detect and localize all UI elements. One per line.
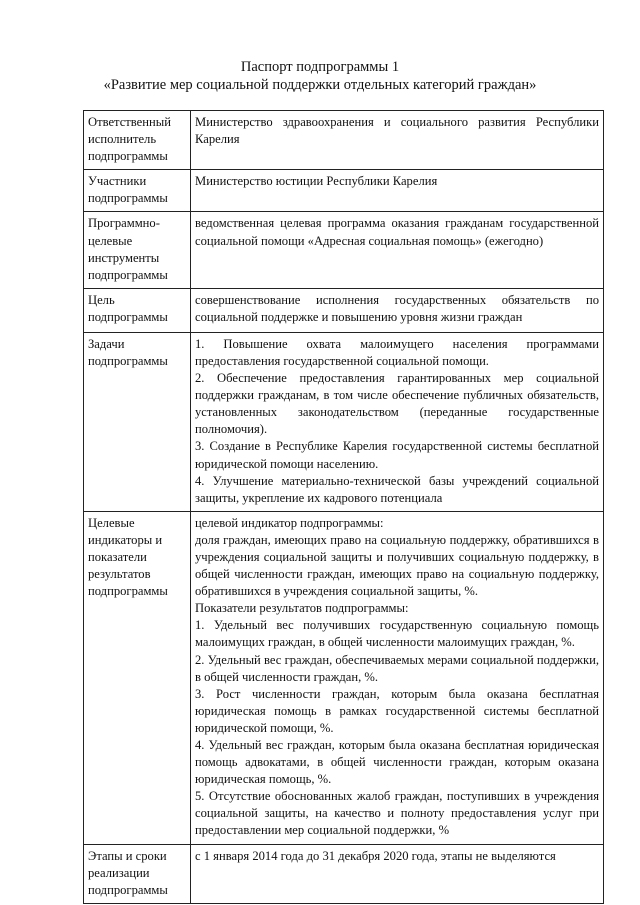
indicator-item: 3. Рост численности граждан, которым была оказана бесплатная юридическая помощь в рамках государственной системы бесплатной юридической помощи, %. (195, 686, 599, 735)
label-participants: Участники подпрограммы (84, 170, 191, 212)
value-paragraph: Министерство здравоохранения и социального развития Республики Карелия (195, 115, 599, 147)
task-item: 2. Обеспечение предоставления гарантированных мер социальной поддержки гражданам, в том числе обеспечение публичных обязательств, установленных законодательством (переданные государственные полномочия). (195, 371, 599, 437)
indicator-item: 5. Отсутствие обоснованных жалоб граждан, поступивших в учреждения социальной защиты, на качество и полноту предоставления услуг при предоставлении мер социальной поддержки, % (195, 789, 599, 838)
row-stages (84, 844, 604, 903)
row-indicators (84, 511, 604, 844)
indicator-heading: целевой индикатор подпрограммы: (195, 515, 384, 530)
value-participants (191, 170, 604, 212)
value-goal (191, 288, 604, 332)
label-responsible: Ответственный исполнитель подпрограммы (84, 111, 191, 170)
value-indicators (191, 511, 604, 844)
row-goal (84, 288, 604, 332)
indicator-item: 2. Удельный вес граждан, обеспечиваемых мерами социальной поддержки, в общей численности граждан, %. (195, 652, 599, 684)
task-item: 1. Повышение охвата малоимущего населения программами предоставления государственной социальной помощи. (195, 336, 599, 368)
label-instruments: Программно-целевые инструменты подпрограммы (84, 212, 191, 288)
value-tasks (191, 332, 604, 511)
row-instruments (84, 212, 604, 288)
indicator-item: 4. Удельный вес граждан, которым была оказана бесплатная юридическая помощь адвокатами, в общей численности граждан, которым оказана юридическая помощь, %. (195, 738, 599, 787)
title-line-1: Паспорт подпрограммы 1 (240, 59, 400, 75)
value-stages (191, 844, 604, 903)
task-item: 4. Улучшение материально-технической базы учреждений социальной защиты, укрепление их кадрового потенциала (195, 473, 599, 505)
indicator-heading: Показатели результатов подпрограммы: (195, 601, 409, 616)
value-paragraph: совершенствование исполнения государственных обязательств по социальной поддержке и повышению уровня жизни граждан (195, 292, 599, 324)
indicator-item: 1. Удельный вес получивших государственную социальную помощь малоимущих граждан, в общей численности малоимущих граждан, %. (195, 618, 599, 650)
task-item: 3. Создание в Республике Карелия государственной системы бесплатной юридической помощи населению. (195, 439, 599, 471)
indicator-item: доля граждан, имеющих право на социальную поддержку, обратившихся в учреждения социальной защиты и получивших социальную поддержку, в общей численности граждан, имеющих право на социальную поддержку, обратившихся в учреждения социальной защиты, %. (195, 532, 599, 599)
row-participants (84, 170, 604, 212)
value-paragraph: Министерство юстиции Республики Карелия (195, 174, 438, 189)
value-paragraph: с 1 января 2014 года до 31 декабря 2020 года, этапы не выделяются (195, 848, 556, 863)
label-indicators: Целевые индикаторы и показатели результатов подпрограммы (84, 511, 191, 844)
label-goal: Цель подпрограммы (84, 288, 191, 332)
row-responsible (84, 111, 604, 170)
value-paragraph: ведомственная целевая программа оказания гражданам государственной социальной помощи «Адресная социальная помощь» (ежегодно) (195, 216, 599, 248)
row-tasks (84, 332, 604, 511)
title-line-2: «Развитие мер социальной поддержки отдельных категорий граждан» (103, 77, 537, 93)
value-responsible (191, 111, 604, 170)
label-tasks: Задачи подпрограммы (84, 332, 191, 511)
value-instruments (191, 212, 604, 288)
label-stages: Этапы и сроки реализации подпрограммы (84, 844, 191, 903)
passport-table (83, 110, 604, 904)
page-title (0, 58, 640, 94)
